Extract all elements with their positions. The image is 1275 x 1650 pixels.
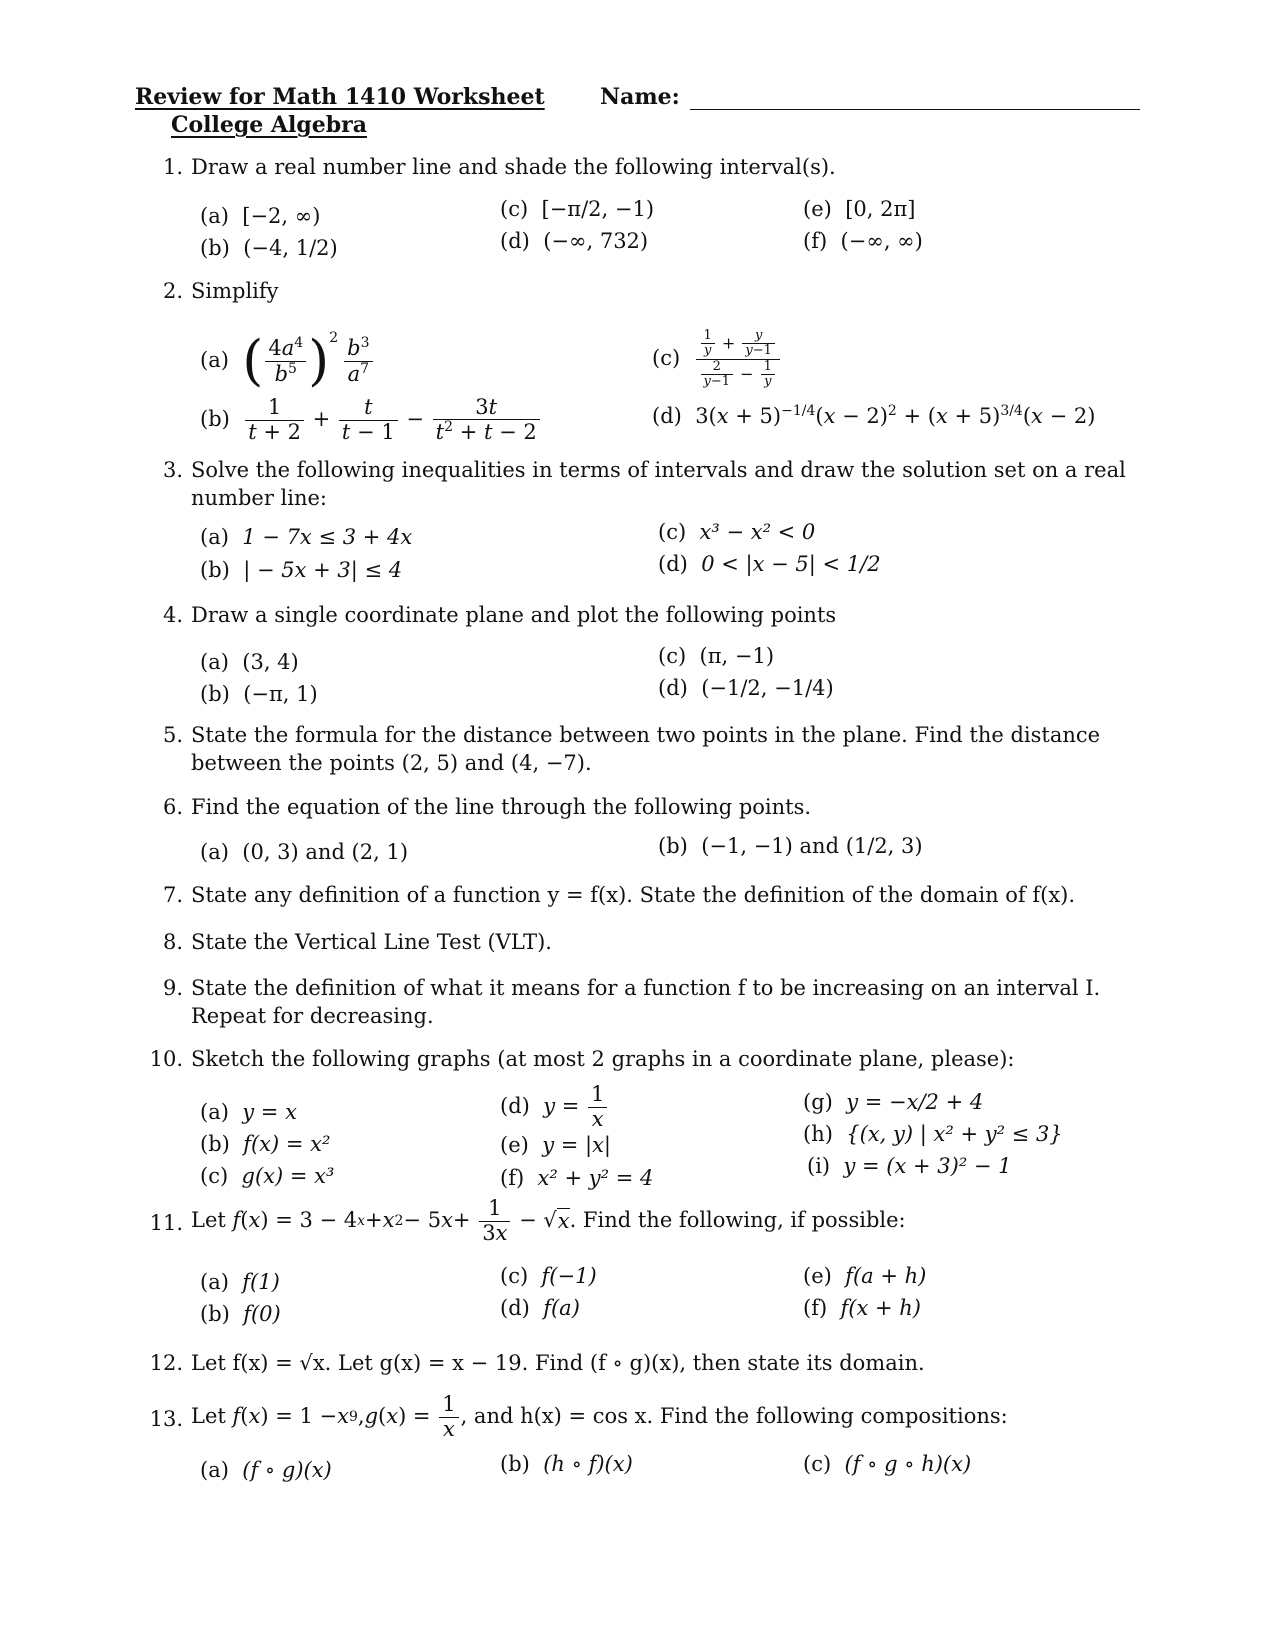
p11-text-pre: Let <box>191 1208 226 1233</box>
p4-c-label: (c) <box>658 644 687 668</box>
p10-c-label: (c) <box>200 1164 229 1188</box>
p10-b <box>200 1132 330 1157</box>
p11-b-value: f(0) <box>243 1302 281 1326</box>
problem-2-text: Simplify <box>191 279 279 303</box>
p10-h <box>803 1122 1063 1147</box>
p10-b-label: (b) <box>200 1132 230 1156</box>
name-label: Name: <box>600 84 680 110</box>
p10-a-value: y = x <box>242 1100 297 1124</box>
p11-c-value: f(−1) <box>541 1264 597 1288</box>
p1-b <box>200 236 338 261</box>
problem-8-text: State the Vertical Line Test (VLT). <box>191 930 552 954</box>
p10-i-label: (i) <box>807 1154 831 1178</box>
p13-a-label: (a) <box>200 1458 229 1482</box>
p1-d-value: (−∞, 732) <box>543 229 649 253</box>
p2-d-label: (d) <box>652 404 682 428</box>
p1-d-label: (d) <box>500 229 530 253</box>
p13-text-pre: Let <box>191 1404 226 1429</box>
p11-f <box>803 1296 921 1321</box>
p4-d-label: (d) <box>658 676 688 700</box>
p1-c <box>500 197 654 222</box>
p10-i <box>807 1154 1012 1179</box>
p10-i-value: y = (x + 3)² − 1 <box>843 1154 1012 1178</box>
p11-d <box>500 1296 580 1321</box>
problem-9-number: 9. <box>162 976 183 1000</box>
p3-d <box>658 552 881 577</box>
problem-10-text: Sketch the following graphs (at most 2 graphs in a coordinate plane, please): <box>191 1047 1015 1071</box>
p10-c <box>200 1164 334 1189</box>
p3-b-value: | − 5x + 3| ≤ 4 <box>243 558 403 582</box>
p10-h-label: (h) <box>803 1122 833 1146</box>
p11-b <box>200 1302 281 1327</box>
p1-f <box>803 229 923 254</box>
problem-7-text: State any definition of a function y = f(x). State the definition of the domain of f(x). <box>191 883 1076 907</box>
problem-3-text: Solve the following inequalities in terms of intervals and draw the solution set on a real number line: <box>191 458 1126 511</box>
p1-c-label: (c) <box>500 197 529 221</box>
p10-a-label: (a) <box>200 1100 229 1124</box>
p11-b-label: (b) <box>200 1302 230 1326</box>
p10-c-value: g(x) = x³ <box>241 1164 335 1188</box>
p10-d: (d) y = $\frac{1}{x}$ <box>500 1080 609 1134</box>
problem-3-number: 3. <box>162 458 183 482</box>
p10-g-label: (g) <box>803 1090 833 1114</box>
p4-a-label: (a) <box>200 650 229 674</box>
p10-f <box>500 1166 653 1191</box>
p13-c-value: (f ∘ g ∘ h)(x) <box>844 1452 972 1476</box>
problem-8-number: 8. <box>162 930 183 954</box>
p1-a <box>200 204 320 229</box>
p10-b-value: f(x) = x² <box>243 1132 331 1156</box>
p10-g <box>803 1090 983 1115</box>
p11-a-label: (a) <box>200 1270 229 1294</box>
p11-d-value: f(a) <box>543 1296 580 1320</box>
problem-7-number: 7. <box>162 883 183 907</box>
p4-a-value: (3, 4) <box>242 650 299 674</box>
p6-b-value: (−1, −1) and (1/2, 3) <box>701 834 923 858</box>
p10-e-value: y = |x| <box>542 1133 611 1157</box>
p6-b-label: (b) <box>658 834 688 858</box>
problem-12-number: 12. <box>149 1351 183 1375</box>
p13-a-value: (f ∘ g)(x) <box>242 1458 332 1482</box>
p10-f-value: x² + y² = 4 <box>537 1166 654 1190</box>
p1-b-label: (b) <box>200 236 230 260</box>
p6-b <box>658 834 923 859</box>
problem-1-number: 1. <box>162 155 183 179</box>
p1-f-label: (f) <box>803 229 828 253</box>
p2-d: (d) $3(x + 5)^{-1/4}(x - 2)^2 + (x + 5)^{3/4}(x - 2)$ <box>652 403 1096 428</box>
p11-a-value: f(1) <box>242 1270 280 1294</box>
p10-d-label: (d) <box>500 1094 530 1119</box>
problem-13-number: 13. <box>149 1407 183 1431</box>
problem-6-number: 6. <box>162 795 183 819</box>
p10-e <box>500 1133 611 1158</box>
p1-b-value: (−4, 1/2) <box>243 236 338 260</box>
p3-d-label: (d) <box>658 552 688 576</box>
p11-c-label: (c) <box>500 1264 529 1288</box>
p1-d <box>500 229 648 254</box>
p2-a: (a) ( $\frac{4a^4}{b^5}$ ) $^2$ $\frac{b^3}{a^7}$ <box>200 326 375 396</box>
p4-d-value: (−1/2, −1/4) <box>701 676 834 700</box>
problem-11-number: 11. <box>149 1211 183 1235</box>
p3-a <box>200 525 412 550</box>
p10-g-value: y = −x/2 + 4 <box>846 1090 984 1114</box>
problem-4-number: 4. <box>162 603 183 627</box>
p6-a-label: (a) <box>200 840 229 864</box>
p6-a <box>200 840 408 865</box>
p1-a-label: (a) <box>200 204 229 228</box>
problem-12-text: Let f(x) = √x. Let g(x) = x − 19. Find (f ∘ g)(x), then state its domain. <box>191 1351 925 1375</box>
name-blank-line[interactable] <box>690 109 1140 110</box>
p10-f-label: (f) <box>500 1166 525 1190</box>
problem-6-text: Find the equation of the line through the following points. <box>191 795 812 819</box>
p2-b: (b) $\frac{1}{t + 2}$ + $\frac{t}{t - 1}$ − $\frac{3t}{t^2 + t - 2}$ <box>200 392 542 448</box>
p13-text-post: , and h(x) = cos x. Find the following compositions: <box>460 1404 1008 1429</box>
p1-e <box>803 197 915 222</box>
p11-c <box>500 1264 597 1289</box>
p10-a <box>200 1100 297 1125</box>
p13-b-label: (b) <box>500 1452 530 1476</box>
p11-f-value: f(x + h) <box>840 1296 922 1320</box>
p13-a <box>200 1458 332 1483</box>
p3-b <box>200 558 402 583</box>
p3-d-value: 0 < |x − 5| < 1/2 <box>701 552 881 576</box>
problem-11-text: Let f ( x ) = 3 − 4 x + x 2 − 5 x + $\frac{1}{3x}$ − √ x . Find the following, if possible: <box>191 1196 906 1245</box>
p11-d-label: (d) <box>500 1296 530 1320</box>
p1-a-value: [−2, ∞) <box>242 204 321 228</box>
p11-e-value: f(a + h) <box>845 1264 927 1288</box>
problem-1-text: Draw a real number line and shade the following interval(s). <box>191 155 836 179</box>
p1-c-value: [−π/2, −1) <box>541 197 655 221</box>
p11-e-label: (e) <box>803 1264 832 1288</box>
p3-c-value: x³ − x² < 0 <box>699 520 816 544</box>
p2-a-label: (a) <box>200 348 229 373</box>
p11-text-post: . Find the following, if possible: <box>569 1208 906 1233</box>
p6-a-value: (0, 3) and (2, 1) <box>242 840 409 864</box>
p3-c <box>658 520 815 545</box>
worksheet-title: Review for Math 1410 Worksheet <box>135 84 545 110</box>
p3-a-label: (a) <box>200 525 229 549</box>
p10-h-value: {(x, y) | x² + y² ≤ 3} <box>846 1122 1063 1146</box>
p1-e-label: (e) <box>803 197 832 221</box>
p3-c-label: (c) <box>658 520 687 544</box>
p11-e <box>803 1264 926 1289</box>
p2-c: (c) $\frac{1}{y}$ + $\frac{y}{y-1}$ $\frac{2}{y-1}$ − $\frac{1}{y}$ <box>652 324 782 394</box>
p2-c-label: (c) <box>652 346 681 371</box>
p4-c-value: (π, −1) <box>699 644 775 668</box>
problem-10-number: 10. <box>149 1047 183 1071</box>
p11-f-label: (f) <box>803 1296 828 1320</box>
problem-4-text: Draw a single coordinate plane and plot the following points <box>191 603 837 627</box>
p4-b-value: (−π, 1) <box>243 682 318 706</box>
problem-5-number: 5. <box>162 723 183 747</box>
worksheet-subtitle: College Algebra <box>171 112 367 138</box>
p11-a <box>200 1270 280 1295</box>
problem-2-number: 2. <box>162 279 183 303</box>
p3-b-label: (b) <box>200 558 230 582</box>
p10-e-label: (e) <box>500 1133 529 1157</box>
p2-b-label: (b) <box>200 407 230 432</box>
problem-13-text: Let f ( x ) = 1 − x 9 , g ( x ) = $\frac{1}{x}$ , and h(x) = cos x. Find the following compositions: <box>191 1392 1008 1441</box>
problem-5-text: State the formula for the distance between two points in the plane. Find the distance between the points (2, 5) and (4, −7). <box>191 723 1101 776</box>
p13-c-label: (c) <box>803 1452 832 1476</box>
p3-a-value: 1 − 7x ≤ 3 + 4x <box>242 525 413 549</box>
p4-a <box>200 650 299 675</box>
p1-e-value: [0, 2π] <box>845 197 916 221</box>
p13-b-value: (h ∘ f)(x) <box>543 1452 633 1476</box>
p4-d <box>658 676 834 701</box>
p4-c <box>658 644 774 669</box>
p4-b-label: (b) <box>200 682 230 706</box>
p4-b <box>200 682 318 707</box>
p1-f-value: (−∞, ∞) <box>840 229 923 253</box>
p13-b <box>500 1452 633 1477</box>
problem-9-text: State the definition of what it means for a function f to be increasing on an interval I. Repeat for decreasing. <box>191 976 1101 1029</box>
p13-c <box>803 1452 971 1477</box>
